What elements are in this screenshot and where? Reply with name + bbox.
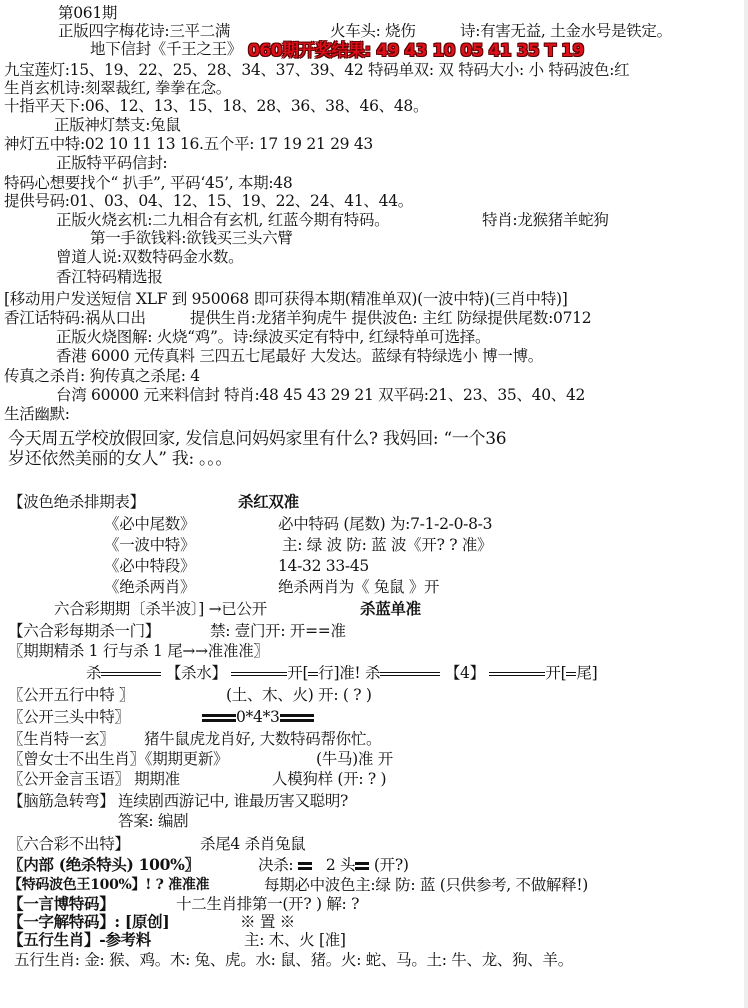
one-word-value: 十二生肖排第一(开? ) 解: ? — [176, 895, 360, 913]
internal-value — [258, 856, 409, 874]
head-value: 2 头 — [325, 856, 356, 874]
hk-fax: 香港 6000 元传真料 三四五七尾最好 大发达。蓝绿有特绿选小 博一博。 — [56, 347, 543, 365]
one-char-value: ※ 置 ※ — [240, 913, 295, 931]
table-value: 14-32 33-45 — [278, 557, 369, 575]
half-wave-verdict: 杀蓝单准 — [360, 599, 421, 618]
special-zodiac: 特肖:龙猴猪羊蛇狗 — [482, 211, 609, 229]
riddle-answer: 答案: 编剧 — [118, 812, 189, 830]
table-label: 《必中尾数》 — [104, 515, 196, 533]
separator — [308, 672, 318, 676]
kill-text: 杀 — [86, 664, 102, 682]
separator — [489, 672, 545, 676]
row-verdict: 行]准! — [318, 664, 361, 682]
kill-text: 杀 — [364, 664, 381, 682]
zodiac-special-value: 猪牛鼠虎龙肖好, 大数特码帮你忙。 — [144, 730, 382, 748]
fax-kill: 传真之杀肖: 狗传真之杀尾: 4 — [4, 367, 200, 385]
golden-words-value: 人模狗样 (开: ? ) — [272, 770, 387, 788]
xiangjiang-title: 香江特码精选报 — [56, 268, 163, 286]
train-head: 火车头: 烧伤 — [330, 22, 416, 40]
wave-table-verdict: 杀红双准 — [238, 492, 299, 511]
kill-row-detail — [86, 664, 597, 682]
bar-glyph — [202, 714, 236, 722]
riddle-label: 【脑筋急转弯】 — [8, 792, 115, 810]
kill-tail: 【4】 — [444, 664, 485, 682]
three-head-label: 〖公开三头中特〗 — [8, 708, 130, 726]
table-label: 《绝杀两肖》 — [104, 578, 196, 596]
one-char-label: 【一字解特码】: [原创] — [8, 912, 170, 931]
internal-label: 〖内部 (绝杀特头) 100%〗 — [8, 855, 200, 874]
kill-door-value: 禁: 壹门开: 开==准 — [210, 622, 346, 640]
bar-glyph — [355, 862, 369, 870]
scrollbar[interactable] — [744, 0, 748, 1008]
tail-verdict: 尾] — [576, 664, 598, 682]
special-envelope: 正版特平码信封: — [56, 154, 168, 172]
fire-mystery: 正版火烧玄机:二九相合有玄机, 红蓝今期有特码。 — [56, 211, 390, 229]
fire-diagram: 正版火烧图解: 火烧“鸡”。诗:绿波买定有特中, 红绿特单可选择。 — [56, 328, 491, 346]
sms-promo: [移动用户发送短信 XLF 到 950068 即可获得本期(精准单双)(一波中特)(三肖中特)] — [4, 290, 568, 308]
humor-label: 生活幽默: — [4, 405, 70, 423]
half-wave-label: 六合彩期期〔杀半波〕] →已公开 — [54, 600, 267, 618]
riddle-question: 连续剧西游记中, 谁最历害又聪明? — [118, 792, 349, 810]
underground-envelope: 地下信封《千王之王》 — [90, 40, 243, 58]
table-value: 必中特码 (尾数) 为:7-1-2-0-8-3 — [278, 515, 493, 533]
wave-king-label: 【特码波色王100%】! ? 准准准 — [8, 877, 210, 893]
no-special-value: 杀尾4 杀肖兔鼠 — [200, 835, 306, 853]
decisive-kill: 决杀: — [258, 856, 294, 874]
draw-result-banner: 060期开奖结果: 49 43 10 05 41 35 T 19 — [248, 41, 584, 61]
zeng-says: 曾道人说:双数特码金水数。 — [56, 248, 244, 266]
five-zodiac-label: 【五行生肖】-参考料 — [8, 930, 151, 949]
five-element-label: 〖公开五行中特 〗 — [8, 686, 135, 704]
ms-zeng-value: (牛马)准 开 — [316, 750, 393, 768]
table-value: 主: 绿 波 防: 蓝 波《开? ? 准》 — [282, 536, 493, 554]
kill-water: 【杀水】 — [165, 664, 227, 682]
ms-zeng-label: 〖曾女士不出生肖〗《期期更新》 — [8, 750, 229, 768]
lamp-ban: 正版神灯禁支:兔鼠 — [54, 116, 181, 134]
zodiac-special-label: 〖生肖特一玄〗 — [8, 730, 115, 748]
xiangjiang-words: 香江话特码:祸从口出 — [4, 309, 146, 327]
provided-zodiac: 提供生肖:龙猪羊狗虎牛 提供波色: 主红 防绿提供尾数:0712 — [190, 309, 592, 327]
five-elements-legend: 五行生肖: 金: 猴、鸡。木: 兔、虎。水: 鼠、猪。火: 蛇、马。土: 牛、龙、狗、羊。 — [14, 951, 573, 969]
separator — [566, 672, 576, 676]
separator — [101, 672, 161, 676]
bar-glyph — [280, 714, 314, 722]
separator — [231, 672, 287, 676]
open-text: 开[ — [287, 664, 309, 682]
kill-row-label: 〖期期精杀 1 行与杀 1 尾→→准准准〗 — [8, 642, 269, 660]
table-label: 《一波中特》 — [104, 536, 196, 554]
provided-numbers: 提供号码:01、03、04、12、15、19、22、24、41、44。 — [4, 192, 413, 210]
special-wish: 特码心想要找个“ 扒手”, 平码‘45’, 本期:48 — [4, 174, 293, 192]
five-element-value: (土、木、火) 开: ( ? ) — [226, 686, 372, 704]
joke-line-2: 岁还依然美丽的女人” 我: 。。。 — [8, 449, 233, 469]
three-head-value — [202, 708, 314, 726]
joke-line-1: 今天周五学校放假回家, 发信息问妈妈家里有什么? 我妈回: “一个36 — [8, 429, 507, 449]
table-value: 绝杀两肖为《 兔鼠 》开 — [278, 578, 440, 596]
one-word-label: 【一言博特码】 — [8, 894, 115, 913]
no-special-label: 〖六合彩不出特】 — [8, 835, 130, 853]
wave-table-title: 【波色绝杀排期表】 — [8, 493, 145, 511]
issue-number: 第061期 — [58, 4, 118, 22]
poem-text: 诗:有害无益, 土金水号是铁定。 — [460, 22, 672, 40]
first-hand-tip: 第一手欲钱料:欲钱买三头六臂 — [90, 229, 293, 247]
table-label: 《必中特段》 — [104, 557, 196, 575]
plum-poem: 正版四字梅花诗:三平二满 — [58, 22, 231, 40]
nine-lotus-lamp: 九宝莲灯:15、19、22、25、28、34、37、39、42 特码单双: 双 特码大小: 小 特码波色:红 — [4, 61, 630, 79]
wave-king-value: 每期必中波色主:绿 防: 蓝 (只供参考, 不做解释!) — [264, 876, 589, 894]
ten-fingers: 十指平天下:06、12、13、15、18、28、36、38、46、48。 — [4, 97, 429, 115]
golden-words-label: 〖公开金言玉语〗 期期准 — [8, 770, 180, 788]
open-mark: (开?) — [373, 856, 409, 874]
five-zodiac-value: 主: 木、火 [准] — [244, 931, 346, 949]
zodiac-poem: 生肖玄机诗:刻翠裁红, 拳拳在念。 — [4, 79, 231, 97]
three-head-digits: 0*4*3 — [236, 708, 280, 726]
lamp-five: 神灯五中特:02 10 11 13 16.五个平: 17 19 21 29 43 — [4, 135, 373, 153]
separator — [380, 672, 440, 676]
bar-glyph — [298, 862, 312, 870]
open-text: 开[ — [545, 664, 567, 682]
taiwan-envelope: 台湾 60000 元来料信封 特肖:48 45 43 29 21 双平码:21、23、35、40、42 — [56, 386, 586, 404]
kill-door-label: 【六合彩每期杀一门】 — [8, 622, 161, 640]
